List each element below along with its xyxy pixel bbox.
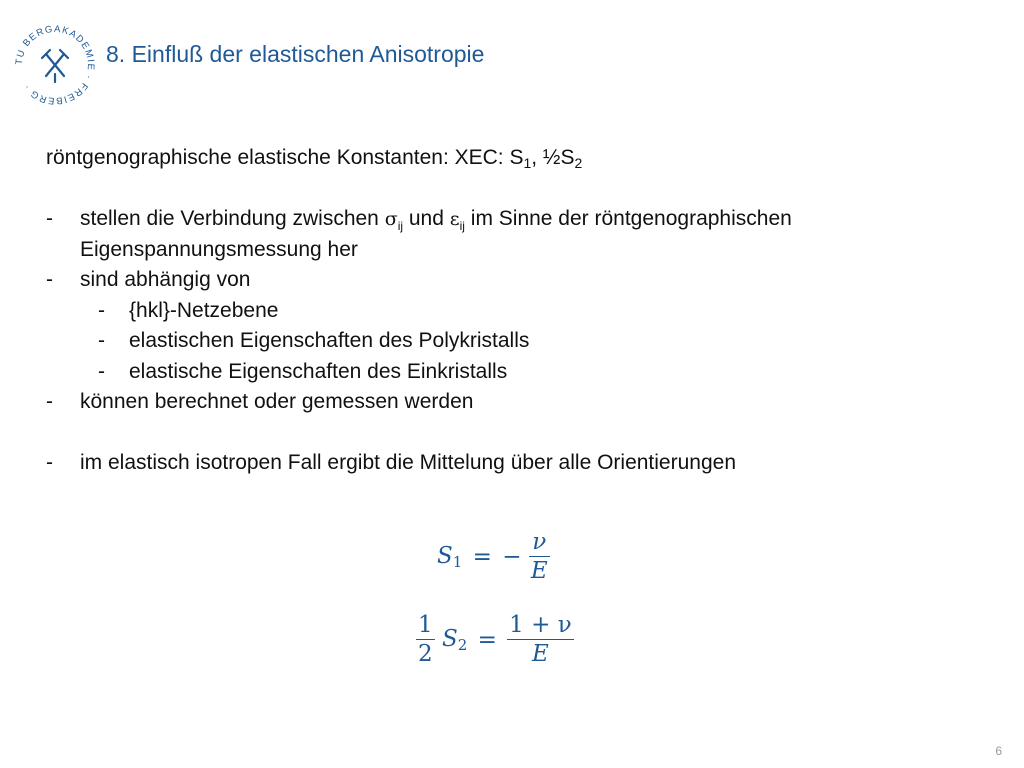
formula-s2 — [416, 611, 574, 668]
page-number: 6 — [995, 744, 1002, 758]
formula-s2-subscript: 2 — [457, 635, 468, 654]
fraction-numerator: ν — [529, 528, 550, 557]
heading-subscript-2: 2 — [574, 155, 583, 171]
sub-bullet-text: {hkl}-Netzebene — [129, 298, 279, 322]
slide-title: 8. Einfluß der elastischen Anisotropie — [106, 41, 485, 67]
university-logo — [14, 24, 96, 106]
bullet-text: sind abhängig von — [80, 268, 251, 291]
formula-s2-symbol: S — [441, 625, 458, 652]
formula-s1 — [437, 528, 550, 585]
fraction-numerator: 1 + ν — [509, 612, 572, 638]
sub-bullet-hkl — [46, 296, 1006, 327]
bullet-text: stellen die Verbindung zwischen — [80, 207, 385, 230]
bullet-dash: - — [46, 451, 53, 474]
fraction-denominator: E — [530, 558, 548, 584]
formula-s1-fraction — [529, 528, 550, 585]
epsilon-symbol: ε — [449, 208, 460, 230]
bullet-text-rest: im Sinne der röntgenographischen — [464, 207, 792, 230]
bullet-dependencies — [46, 265, 1006, 296]
bullet-calculated — [46, 387, 1006, 418]
sigma-symbol: σ — [384, 208, 398, 230]
sub-bullet-text: elastischen Eigenschaften des Polykristalls — [129, 329, 530, 352]
bullet-text-und: und — [403, 207, 450, 230]
sub-bullet-dash: - — [98, 298, 105, 322]
fraction-denominator: E — [532, 641, 549, 667]
fraction-denominator: 2 — [418, 641, 433, 667]
sub-bullet-single-crystal — [46, 357, 1006, 388]
sub-bullet-dash: - — [98, 329, 105, 352]
bullet-dash: - — [46, 207, 53, 230]
sub-bullet-dash: - — [98, 359, 105, 383]
bullet-connection — [46, 204, 1006, 235]
formula-half-fraction — [416, 611, 435, 668]
formula-equals: = — [472, 543, 492, 570]
heading-text-mid: , ½S — [531, 146, 575, 169]
formula-equals: = — [477, 626, 497, 653]
sigma-subscript: ij — [397, 219, 404, 233]
bullet-text: können berechnet oder gemessen werden — [80, 390, 474, 413]
bullet-isotropic — [46, 448, 1006, 479]
sub-bullet-text: elastische Eigenschaften des Einkristalls — [129, 359, 508, 383]
formula-s1-subscript: 1 — [452, 552, 463, 571]
bullet-text: im elastisch isotropen Fall ergibt die Mittelung über alle Orientierungen — [80, 451, 737, 474]
bullet-continuation: Eigenspannungsmessung her — [80, 237, 358, 261]
heading-subscript-1: 1 — [523, 155, 532, 171]
bullet-dash: - — [46, 390, 53, 413]
formula-s1-symbol: S — [437, 542, 453, 569]
heading-text: röntgenographische elastische Konstanten: XEC: S — [46, 146, 524, 169]
formula-s2-fraction — [507, 611, 574, 668]
formula-minus: − — [502, 543, 522, 570]
epsilon-subscript: ij — [459, 219, 465, 233]
bullet-dash: - — [46, 268, 53, 291]
hammer-and-pick-icon — [42, 50, 68, 82]
slide-content — [46, 143, 1006, 479]
sub-bullet-polycrystal — [46, 326, 1006, 357]
fraction-numerator: 1 — [418, 612, 433, 638]
heading-line — [46, 143, 1006, 174]
logo-ring-text: TU BERGAKADEMIE · FREIBERG · — [14, 24, 96, 106]
